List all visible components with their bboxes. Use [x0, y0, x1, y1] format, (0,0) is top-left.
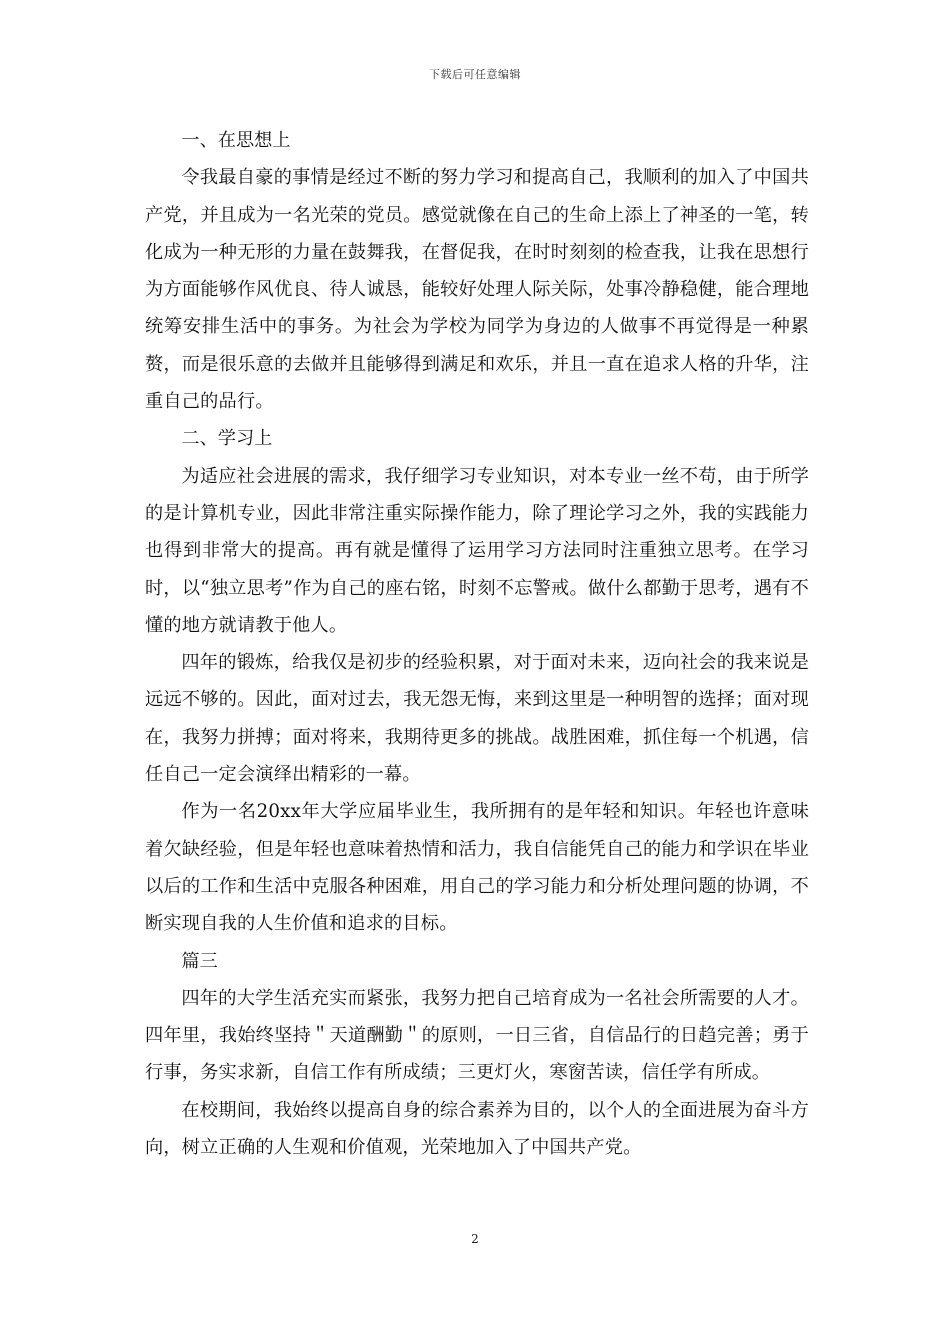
section-heading-thought: 一、在思想上: [181, 130, 291, 151]
page-number: 2: [471, 1232, 479, 1246]
paragraph: 在校期间，我始终以提高自身的综合素养为目的，以个人的全面进展为奋斗方向，树立正确的人生观和价值观，光荣地加入了中国共产党。: [145, 1099, 809, 1159]
paragraph: 令我最自豪的事情是经过不断的努力学习和提高自己，我顺利的加入了中国共产党，并且成为一名光荣的党员。感觉就像在自己的生命上添上了神圣的一笔，转化成为一种无形的力量在鼓舞我，在督促我，在时时刻刻的检查我，让我在思想行为方面能够作风优良、待人诚恳，能较好处理人际关际，处事冷静稳健，能合理地统筹安排生活中的事务。为社会为学校为同学为身边的人做事不再觉得是一种累赘，而是很乐意的去做并且能够得到满足和欢乐，并且一直在追求人格的升华，注重自己的品行。: [145, 167, 809, 413]
page-header: 下载后可任意编辑: [429, 68, 521, 81]
paragraph: 作为一名20xx年大学应届毕业生，我所拥有的是年轻和知识。年轻也许意味着欠缺经验，但是年轻也意味着热情和活力，我自信能凭自己的能力和学识在毕业以后的工作和生活中克服各种困难，用自己的学习能力和分析处理问题的协调，不断实现自我的人生价值和追求的目标。: [145, 801, 809, 935]
section-heading-part-three: 篇三: [181, 950, 218, 972]
paragraph: 为适应社会进展的需求，我仔细学习专业知识，对本专业一丝不苟，由于所学的是计算机专业，因此非常注重实际操作能力，除了理论学习之外，我的实践能力也得到非常大的提高。再有就是懂得了运用学习方法同时注重独立思考。在学习时，以“独立思考”作为自己的座右铭，时刻不忘警戒。做什么都勤于思考，遇有不懂的地方就请教于他人。: [145, 465, 809, 636]
paragraph: 四年的锻炼，给我仅是初步的经验积累，对于面对未来，迈向社会的我来说是远远不够的。因此，面对过去，我无怨无悔，来到这里是一种明智的选择；面对现在，我努力拼搏；面对将来，我期待更多的挑战。战胜困难，抓住每一个机遇，信任自己一定会演绎出精彩的一幕。: [145, 652, 809, 786]
document-body: [145, 122, 809, 1166]
section-heading-study: 二、学习上: [181, 428, 273, 450]
paragraph: 四年的大学生活充实而紧张，我努力把自己培育成为一名社会所需要的人才。四年里，我始终坚持＂天道酬勤＂的原则，一日三省，自信品行的日趋完善；勇于行事，务实求新，自信工作有所成绩；三更灯火，寒窗苦读，信任学有所成。: [145, 987, 809, 1084]
